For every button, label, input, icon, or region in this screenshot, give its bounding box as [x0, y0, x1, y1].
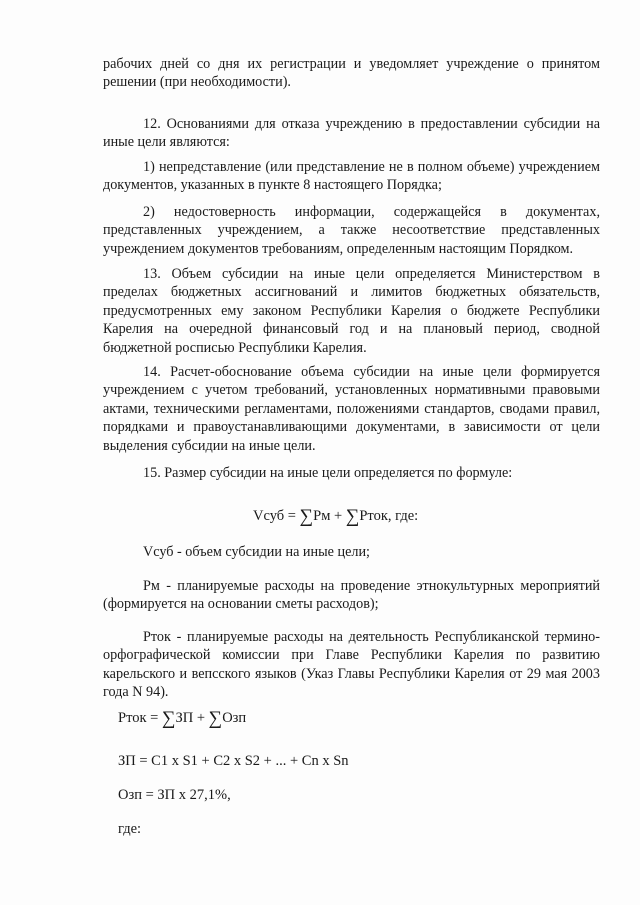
formula-lhs: Vсуб =	[253, 508, 300, 524]
formula-term: Рток, где:	[359, 508, 419, 524]
formula-subsidy-volume	[253, 506, 418, 528]
paragraph-12-item-1: 1) непредставление (или представление не в полном объеме) учреждением документов, указанных в пункте 8 настоящего Порядка;	[103, 159, 600, 194]
definition-vsub: Vсуб - объем субсидии на иные цели;	[143, 544, 370, 560]
formula-term: Озп	[222, 710, 247, 726]
formula-rtok	[118, 708, 246, 730]
formula-ozp: Озп = ЗП x 27,1%,	[118, 787, 231, 803]
formula-term: ЗП +	[175, 710, 209, 726]
definition-rm: Рм - планируемые расходы на проведение этнокультурных мероприятий (формируется на основании сметы расходов);	[103, 578, 600, 613]
paragraph-15: 15. Размер субсидии на иные цели определяется по формуле:	[143, 465, 513, 481]
sigma-symbol: ∑	[299, 506, 314, 527]
definition-rtok: Рток - планируемые расходы на деятельность Республиканской термино-орфографической комиссии при Главе Республики Карелия по развитию карельского и вепсского языков (Указ Главы Республики Карелия от 29 мая 2003 года N 94).	[103, 629, 600, 701]
formula-salary: ЗП = C1 x S1 + C2 x S2 + ... + Cn x Sn	[118, 753, 349, 769]
paragraph-12: 12. Основаниями для отказа учреждению в предоставлении субсидии на иные цели являются:	[103, 116, 600, 151]
formula-term: Рм +	[313, 508, 346, 524]
paragraph-13: 13. Объем субсидии на иные цели определяется Министерством в пределах бюджетных ассигнований и лимитов бюджетных обязательств, предусмотренных ему законом Республики Карелия о бюджете Республики Карелия на очередной финансовый год и на плановый период, сводной бюджетной росписью Республики Карелия.	[103, 266, 600, 356]
sigma-symbol: ∑	[161, 708, 176, 729]
paragraph-12-item-2: 2) недостоверность информации, содержащейся в документах, представленных учреждением, а также несоответствие представленных учреждением документов требованиям, определенным настоящим Порядком.	[103, 204, 600, 257]
where-label: где:	[118, 821, 142, 837]
sigma-symbol: ∑	[345, 506, 360, 527]
paragraph-continuation: рабочих дней со дня их регистрации и уведомляет учреждение о принятом решении (при необходимости).	[103, 56, 600, 91]
formula-lhs: Рток =	[118, 710, 162, 726]
sigma-symbol: ∑	[208, 708, 223, 729]
paragraph-14: 14. Расчет-обоснование объема субсидии на иные цели формируется учреждением с учетом требований, установленных нормативными правовыми актами, техническими регламентами, положениями стандартов, сводами правил, порядками и правоустанавливающими документами, в зависимости от цели выделения субсидии на иные цели.	[103, 364, 600, 454]
